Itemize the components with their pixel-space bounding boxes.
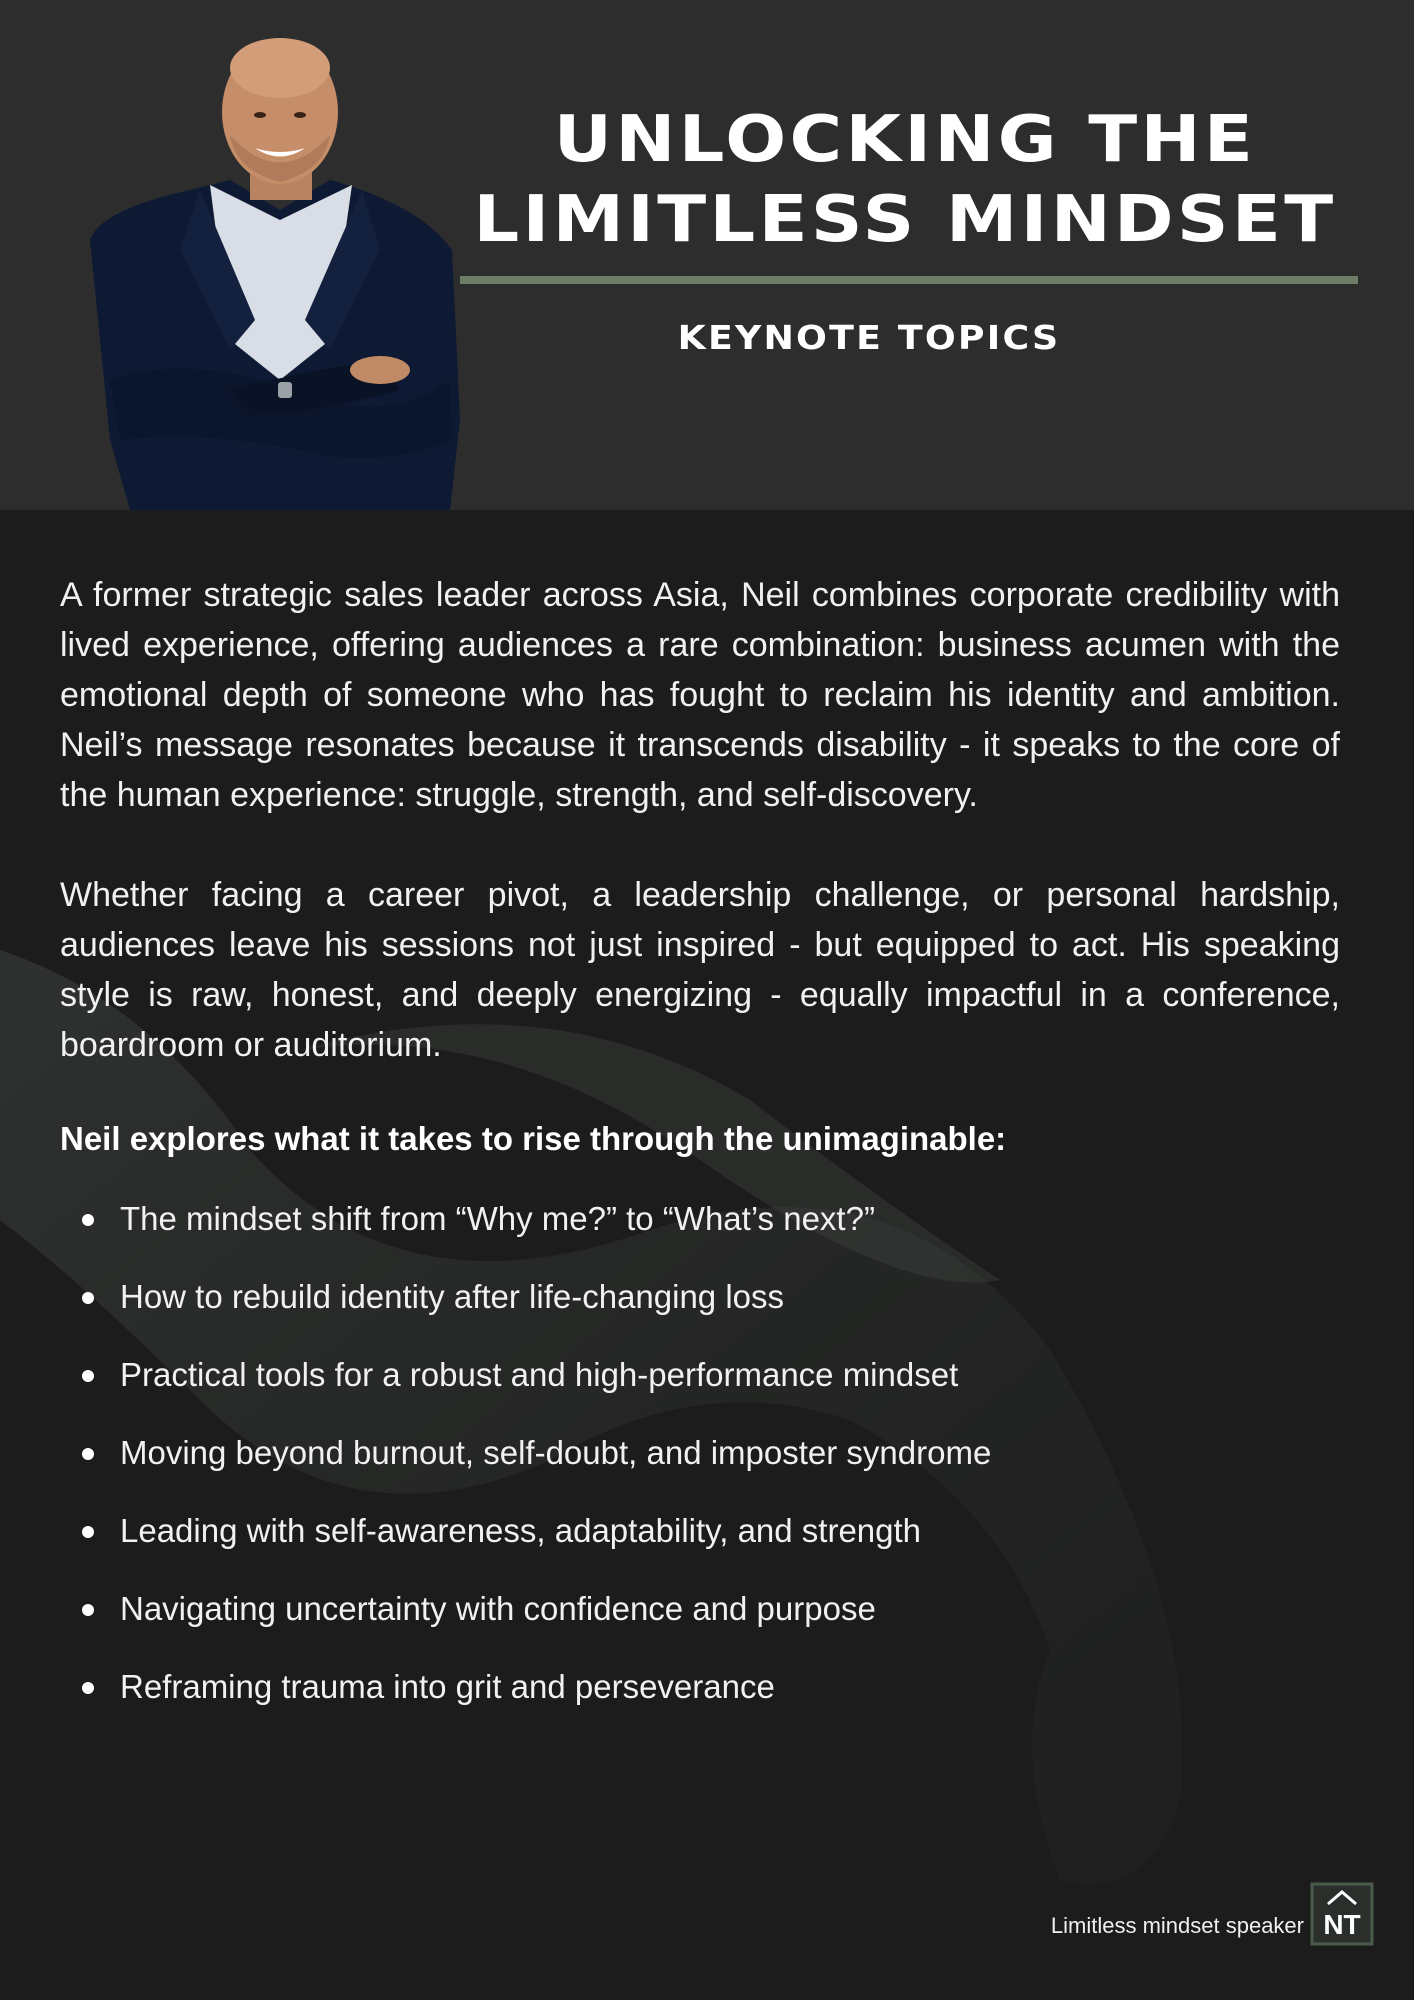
main-content — [60, 570, 1340, 1726]
list-item-text: Practical tools for a robust and high-performance mindset — [120, 1356, 959, 1393]
bullet-icon — [82, 1604, 94, 1616]
list-item-text: How to rebuild identity after life-changing loss — [120, 1278, 785, 1315]
bullet-icon — [82, 1448, 94, 1460]
style-paragraph: Whether facing a career pivot, a leadership challenge, or personal hardship, audiences leave his sessions not just inspired - but equipped to act. His speaking style is raw, honest, and deeply energizing - equally impactful in a conference, boardroom or auditorium. — [60, 876, 1340, 1064]
list-item — [60, 1570, 1340, 1648]
nt-logo-icon — [1310, 1882, 1374, 1946]
list-item — [60, 1180, 1340, 1258]
section-subtitle: KEYNOTE TOPICS — [677, 318, 1061, 357]
bullet-icon — [82, 1292, 94, 1304]
list-item — [60, 1336, 1340, 1414]
page-title — [450, 100, 1360, 260]
title-line-2: LIMITLESS MINDSET — [473, 183, 1337, 257]
title-line-1: UNLOCKING THE — [553, 103, 1257, 177]
list-item-text: Leading with self-awareness, adaptability, and strength — [120, 1512, 922, 1549]
bullet-icon — [82, 1682, 94, 1694]
bullet-icon — [82, 1370, 94, 1382]
list-item-text: Moving beyond burnout, self-doubt, and imposter syndrome — [120, 1434, 992, 1471]
list-item-text: Navigating uncertainty with confidence and purpose — [120, 1590, 876, 1627]
logo-text: NT — [1323, 1909, 1361, 1940]
title-divider — [460, 276, 1358, 284]
intro-paragraph: A former strategic sales leader across Asia, Neil combines corporate credibility with lived experience, offering audiences a rare combination: business acumen with the emotional depth of someone who has fought to reclaim his identity and ambition. Neil’s message resonates because it transcends disability - it speaks to the core of the human experience: struggle, strength, and self-discovery. — [60, 576, 1340, 814]
speaker-portrait — [80, 20, 480, 510]
footer-tagline: Limitless mindset speaker — [1050, 1913, 1304, 1938]
bullet-icon — [82, 1526, 94, 1538]
topic-list — [60, 1180, 1340, 1726]
list-item — [60, 1258, 1340, 1336]
list-item-text: Reframing trauma into grit and perseverance — [120, 1668, 775, 1705]
topics-lead: Neil explores what it takes to rise through the unimaginable: — [60, 1120, 1007, 1157]
list-item — [60, 1492, 1340, 1570]
list-item — [60, 1648, 1340, 1726]
list-item-text: The mindset shift from “Why me?” to “What’s next?” — [120, 1200, 875, 1237]
header-band — [0, 0, 1414, 510]
list-item — [60, 1414, 1340, 1492]
bullet-icon — [82, 1214, 94, 1226]
